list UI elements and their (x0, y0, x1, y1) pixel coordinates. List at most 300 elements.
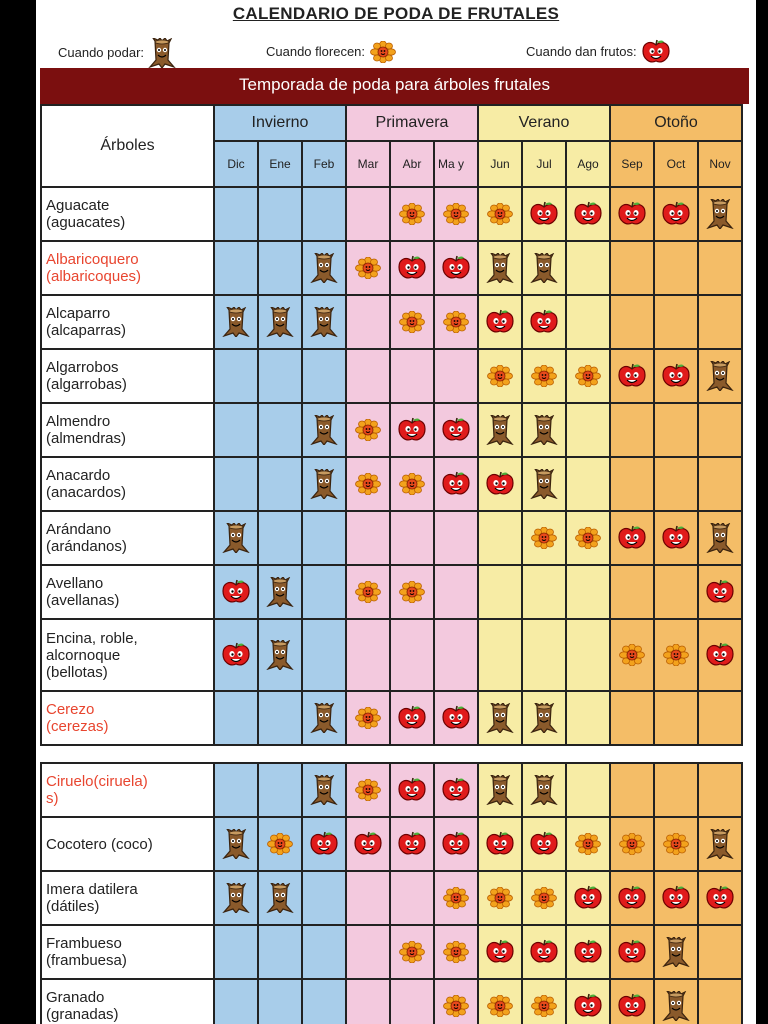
pruning-table (40, 104, 743, 746)
month-cell (610, 241, 654, 295)
month-cell (522, 871, 566, 925)
flower-icon (442, 995, 470, 1017)
month-cell (522, 817, 566, 871)
apple-fruit-icon (617, 993, 647, 1019)
month-cell (390, 295, 434, 349)
month-cell (610, 619, 654, 691)
flower-icon (574, 527, 602, 549)
month-cell (698, 511, 742, 565)
month-cell (258, 763, 302, 817)
month-cell (346, 763, 390, 817)
pruning-stump-icon (266, 640, 294, 670)
flower-icon (662, 833, 690, 855)
month-cell (566, 241, 610, 295)
tree-name: Algarrobos (algarrobas) (41, 349, 214, 403)
flower-icon (442, 941, 470, 963)
pruning-stump-icon (706, 829, 734, 859)
month-cell (258, 403, 302, 457)
flower-icon (354, 473, 382, 495)
pruning-stump-icon (662, 991, 690, 1021)
flower-icon (618, 644, 646, 666)
apple-fruit-icon (661, 363, 691, 389)
month-header: Nov (698, 141, 742, 187)
pruning-stump-icon (662, 937, 690, 967)
month-cell (214, 187, 258, 241)
month-cell (478, 511, 522, 565)
month-cell (698, 187, 742, 241)
month-cell (478, 187, 522, 241)
table-row (41, 349, 742, 403)
table-row (41, 565, 742, 619)
tree-name: Anacardo (anacardos) (41, 457, 214, 511)
tree-name: Imera datilera (dátiles) (41, 871, 214, 925)
apple-fruit-icon (661, 885, 691, 911)
tree-name: Frambueso (frambuesa) (41, 925, 214, 979)
month-cell (302, 187, 346, 241)
pruning-stump-icon (486, 253, 514, 283)
month-cell (610, 763, 654, 817)
table-row (41, 511, 742, 565)
tree-name: Aguacate (aguacates) (41, 187, 214, 241)
pruning-stump-icon (222, 307, 250, 337)
flower-icon (266, 833, 294, 855)
month-header: Mar (346, 141, 390, 187)
month-cell (698, 241, 742, 295)
apple-fruit-icon (529, 831, 559, 857)
apple-fruit-icon (397, 255, 427, 281)
month-cell (654, 979, 698, 1024)
month-header: Ago (566, 141, 610, 187)
month-cell (258, 817, 302, 871)
apple-fruit-icon (705, 885, 735, 911)
pruning-stump-icon (310, 703, 338, 733)
month-cell (346, 403, 390, 457)
month-cell (698, 619, 742, 691)
month-cell (522, 691, 566, 745)
month-cell (478, 457, 522, 511)
table-row (41, 619, 742, 691)
apple-fruit-icon (441, 471, 471, 497)
flower-icon (354, 779, 382, 801)
month-cell (390, 691, 434, 745)
month-cell (302, 979, 346, 1024)
pruning-stump-icon (310, 775, 338, 805)
apple-fruit-icon (617, 201, 647, 227)
month-cell (698, 763, 742, 817)
season-spring: Primavera (346, 105, 478, 141)
legend-prune (58, 38, 176, 68)
month-cell (258, 187, 302, 241)
month-cell (654, 691, 698, 745)
month-cell (258, 295, 302, 349)
month-cell (478, 763, 522, 817)
month-cell (434, 565, 478, 619)
month-cell (214, 871, 258, 925)
month-cell (302, 511, 346, 565)
month-cell (214, 691, 258, 745)
month-cell (390, 565, 434, 619)
month-cell (654, 403, 698, 457)
month-cell (214, 403, 258, 457)
month-cell (434, 187, 478, 241)
month-cell (390, 925, 434, 979)
month-cell (214, 925, 258, 979)
flower-icon (354, 707, 382, 729)
month-cell (522, 295, 566, 349)
month-cell (566, 979, 610, 1024)
month-header: Sep (610, 141, 654, 187)
flower-icon (530, 365, 558, 387)
month-cell (522, 565, 566, 619)
month-cell (654, 241, 698, 295)
tree-name: Cerezo (cerezas) (41, 691, 214, 745)
pruning-stump-icon (530, 775, 558, 805)
legend-bloom-label: Cuando florecen: (266, 44, 366, 59)
month-cell (346, 565, 390, 619)
flower-icon (486, 203, 514, 225)
month-cell (214, 979, 258, 1024)
month-cell (434, 979, 478, 1024)
month-cell (346, 691, 390, 745)
month-cell (566, 349, 610, 403)
flower-icon (486, 995, 514, 1017)
table-row (41, 295, 742, 349)
pruning-stump-icon (310, 415, 338, 445)
season-summer: Verano (478, 105, 610, 141)
month-cell (434, 871, 478, 925)
table-row (41, 457, 742, 511)
month-cell (566, 403, 610, 457)
month-cell (698, 817, 742, 871)
apple-fruit-icon (397, 777, 427, 803)
flower-icon (442, 203, 470, 225)
month-cell (478, 691, 522, 745)
month-cell (390, 241, 434, 295)
apple-fruit-icon (309, 831, 339, 857)
month-cell (478, 403, 522, 457)
month-cell (478, 349, 522, 403)
apple-fruit-icon (221, 642, 251, 668)
apple-fruit-icon (485, 471, 515, 497)
month-cell (566, 763, 610, 817)
flower-icon (354, 257, 382, 279)
pruning-stump-icon (530, 469, 558, 499)
apple-fruit-icon (617, 525, 647, 551)
tree-name: Almendro (almendras) (41, 403, 214, 457)
pruning-stump-icon (266, 577, 294, 607)
table-row (41, 241, 742, 295)
tree-name: Avellano (avellanas) (41, 565, 214, 619)
month-cell (214, 349, 258, 403)
pruning-stump-icon (530, 253, 558, 283)
month-cell (566, 457, 610, 511)
apple-fruit-icon (397, 705, 427, 731)
apple-fruit-icon (529, 309, 559, 335)
month-cell (566, 187, 610, 241)
month-cell (346, 817, 390, 871)
month-cell (346, 241, 390, 295)
tree-name: Encina, roble, alcornoque (bellotas) (41, 619, 214, 691)
month-cell (654, 871, 698, 925)
month-cell (522, 349, 566, 403)
month-cell (698, 295, 742, 349)
flower-icon (398, 473, 426, 495)
month-cell (610, 691, 654, 745)
month-cell (610, 925, 654, 979)
flower-icon (354, 581, 382, 603)
month-cell (434, 457, 478, 511)
month-cell (566, 565, 610, 619)
apple-fruit-icon (661, 525, 691, 551)
month-cell (390, 871, 434, 925)
month-cell (478, 871, 522, 925)
apple-fruit-icon (641, 39, 671, 65)
month-cell (258, 925, 302, 979)
month-cell (214, 457, 258, 511)
season-banner: Temporada de poda para árboles frutales (40, 68, 749, 104)
month-cell (522, 925, 566, 979)
flower-icon (369, 41, 397, 63)
pruning-stump-icon (530, 703, 558, 733)
month-header: Ene (258, 141, 302, 187)
apple-fruit-icon (221, 579, 251, 605)
month-header: Ma y (434, 141, 478, 187)
month-cell (434, 691, 478, 745)
pruning-stump-icon (310, 469, 338, 499)
pruning-stump-icon (530, 415, 558, 445)
month-cell (346, 871, 390, 925)
pruning-stump-icon (222, 883, 250, 913)
month-cell (566, 871, 610, 925)
month-cell (566, 295, 610, 349)
apple-fruit-icon (661, 201, 691, 227)
flower-icon (398, 581, 426, 603)
month-cell (258, 511, 302, 565)
month-cell (302, 871, 346, 925)
apple-fruit-icon (529, 201, 559, 227)
pruning-stump-icon (222, 523, 250, 553)
pruning-stump-icon (222, 829, 250, 859)
month-cell (610, 871, 654, 925)
month-cell (302, 565, 346, 619)
pruning-stump-icon (706, 361, 734, 391)
apple-fruit-icon (353, 831, 383, 857)
month-header: Feb (302, 141, 346, 187)
month-cell (610, 565, 654, 619)
legend-bloom (266, 38, 397, 66)
month-cell (610, 187, 654, 241)
month-cell (610, 979, 654, 1024)
flower-icon (530, 887, 558, 909)
flower-icon (398, 203, 426, 225)
month-cell (214, 817, 258, 871)
month-cell (522, 763, 566, 817)
month-cell (258, 241, 302, 295)
month-cell (434, 925, 478, 979)
apple-fruit-icon (441, 705, 471, 731)
apple-fruit-icon (397, 831, 427, 857)
month-cell (434, 619, 478, 691)
table-row (41, 817, 742, 871)
month-cell (302, 403, 346, 457)
month-cell (258, 691, 302, 745)
month-cell (522, 187, 566, 241)
month-cell (698, 871, 742, 925)
month-cell (390, 187, 434, 241)
month-cell (478, 925, 522, 979)
month-cell (390, 511, 434, 565)
month-cell (478, 817, 522, 871)
flower-icon (354, 419, 382, 441)
table-row (41, 403, 742, 457)
pruning-stump-icon (486, 703, 514, 733)
month-cell (346, 457, 390, 511)
month-cell (214, 619, 258, 691)
month-cell (522, 619, 566, 691)
pruning-stump-icon (148, 38, 176, 68)
month-cell (302, 295, 346, 349)
flower-icon (662, 644, 690, 666)
apple-fruit-icon (441, 831, 471, 857)
month-header: Jun (478, 141, 522, 187)
month-cell (258, 565, 302, 619)
month-cell (522, 979, 566, 1024)
month-cell (610, 403, 654, 457)
month-cell (302, 349, 346, 403)
month-cell (302, 817, 346, 871)
month-cell (610, 817, 654, 871)
month-cell (302, 925, 346, 979)
apple-fruit-icon (441, 417, 471, 443)
table-row (41, 979, 742, 1024)
month-cell (522, 511, 566, 565)
month-cell (346, 511, 390, 565)
apple-fruit-icon (529, 939, 559, 965)
month-cell (346, 619, 390, 691)
month-cell (698, 691, 742, 745)
pruning-stump-icon (706, 199, 734, 229)
flower-icon (574, 833, 602, 855)
pruning-stump-icon (266, 883, 294, 913)
month-cell (566, 817, 610, 871)
table-row (41, 691, 742, 745)
month-header: Dic (214, 141, 258, 187)
apple-fruit-icon (441, 255, 471, 281)
month-cell (478, 295, 522, 349)
month-cell (654, 925, 698, 979)
month-cell (434, 817, 478, 871)
flower-icon (574, 365, 602, 387)
month-cell (346, 349, 390, 403)
month-cell (258, 871, 302, 925)
month-cell (654, 457, 698, 511)
month-cell (258, 979, 302, 1024)
month-cell (302, 691, 346, 745)
month-cell (522, 457, 566, 511)
apple-fruit-icon (573, 993, 603, 1019)
month-cell (654, 619, 698, 691)
page (36, 0, 756, 1024)
month-cell (302, 619, 346, 691)
month-cell (566, 691, 610, 745)
month-cell (390, 619, 434, 691)
month-cell (610, 349, 654, 403)
apple-fruit-icon (485, 309, 515, 335)
month-cell (434, 403, 478, 457)
month-cell (654, 295, 698, 349)
legend (36, 38, 756, 66)
month-cell (478, 979, 522, 1024)
tree-name: Granado (granadas) (41, 979, 214, 1024)
flower-icon (486, 365, 514, 387)
month-cell (302, 457, 346, 511)
month-cell (566, 511, 610, 565)
trees-header: Árboles (41, 105, 214, 187)
month-header: Jul (522, 141, 566, 187)
month-cell (610, 511, 654, 565)
month-cell (654, 349, 698, 403)
month-cell (390, 457, 434, 511)
legend-fruit-label: Cuando dan frutos: (526, 44, 637, 59)
month-cell (346, 187, 390, 241)
pruning-stump-icon (310, 307, 338, 337)
season-winter: Invierno (214, 105, 346, 141)
month-cell (390, 403, 434, 457)
month-cell (654, 565, 698, 619)
page-title: CALENDARIO DE PODA DE FRUTALES (232, 4, 560, 23)
month-cell (434, 295, 478, 349)
apple-fruit-icon (397, 417, 427, 443)
flower-icon (442, 887, 470, 909)
month-cell (522, 241, 566, 295)
tree-name: Albaricoquero (albaricoques) (41, 241, 214, 295)
month-cell (214, 295, 258, 349)
apple-fruit-icon (485, 831, 515, 857)
month-cell (654, 763, 698, 817)
table-row (41, 871, 742, 925)
month-cell (258, 457, 302, 511)
month-cell (390, 817, 434, 871)
flower-icon (530, 995, 558, 1017)
season-autumn: Otoño (610, 105, 742, 141)
flower-icon (530, 527, 558, 549)
month-cell (214, 511, 258, 565)
month-cell (698, 457, 742, 511)
tree-name: Ciruelo(ciruela) s) (41, 763, 214, 817)
apple-fruit-icon (573, 939, 603, 965)
apple-fruit-icon (705, 642, 735, 668)
tree-name: Arándano (arándanos) (41, 511, 214, 565)
tree-name: Cocotero (coco) (41, 817, 214, 871)
month-cell (434, 349, 478, 403)
apple-fruit-icon (573, 201, 603, 227)
month-cell (390, 349, 434, 403)
flower-icon (486, 887, 514, 909)
apple-fruit-icon (705, 579, 735, 605)
pruning-stump-icon (486, 775, 514, 805)
month-cell (434, 511, 478, 565)
month-cell (610, 457, 654, 511)
month-cell (346, 295, 390, 349)
month-cell (478, 619, 522, 691)
month-header: Abr (390, 141, 434, 187)
month-cell (390, 979, 434, 1024)
month-cell (522, 403, 566, 457)
month-cell (698, 565, 742, 619)
month-cell (214, 565, 258, 619)
month-cell (698, 925, 742, 979)
month-cell (654, 511, 698, 565)
